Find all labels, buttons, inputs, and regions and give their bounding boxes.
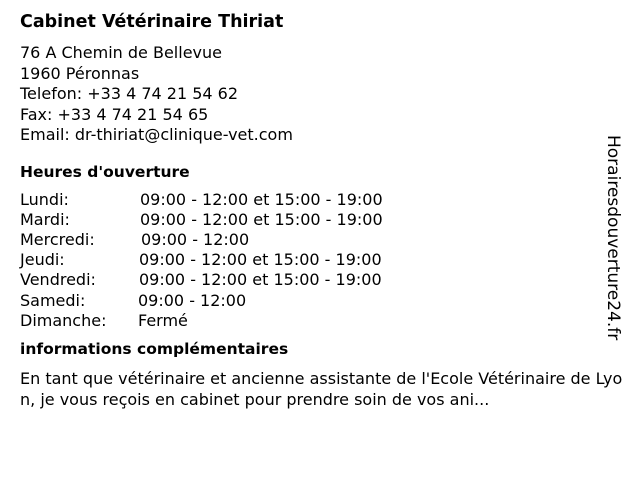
hours-row-friday xyxy=(20,270,620,290)
business-name: Cabinet Vétérinaire Thiriat xyxy=(20,12,284,32)
hours-row-saturday xyxy=(20,291,620,311)
time-value: 09:00 - 12:00 et 15:00 - 19:00 xyxy=(140,209,383,229)
hours-row-monday xyxy=(20,190,620,210)
hours-row-thursday xyxy=(20,250,620,270)
day-label: Jeudi: xyxy=(20,250,65,270)
address-street: 76 A Chemin de Bellevue xyxy=(20,43,222,62)
day-label: Lundi: xyxy=(20,189,69,209)
time-value: 09:00 - 12:00 xyxy=(138,290,247,310)
email-line: Email: dr-thiriat@clinique-vet.com xyxy=(20,125,293,144)
time-value: 09:00 - 12:00 et 15:00 - 19:00 xyxy=(139,270,382,290)
fax-line: Fax: +33 4 74 21 54 65 xyxy=(20,104,209,124)
additional-info-heading: informations complémentaires xyxy=(20,339,289,358)
phone-line: Telefon: +33 4 74 21 54 62 xyxy=(20,84,239,103)
time-value: 09:00 - 12:00 xyxy=(141,229,250,249)
opening-hours-table xyxy=(20,190,620,331)
day-label: Dimanche: xyxy=(20,310,107,330)
hours-row-tuesday xyxy=(20,210,620,230)
day-label: Mardi: xyxy=(20,209,70,229)
day-label: Vendredi: xyxy=(20,270,96,290)
additional-info-text: En tant que vétérinaire et ancienne assistante de l'Ecole Vétérinaire de Lyon, je vous reçois en cabinet pour prendre soin de vos ani... xyxy=(20,368,623,409)
opening-hours-heading: Heures d'ouverture xyxy=(20,162,190,181)
address-city: 1960 Péronnas xyxy=(20,63,140,83)
day-label: Samedi: xyxy=(20,290,86,310)
hours-row-sunday xyxy=(20,311,620,331)
day-label: Mercredi: xyxy=(20,229,95,249)
time-value: 09:00 - 12:00 et 15:00 - 19:00 xyxy=(139,250,382,270)
site-watermark: Horairesdouverture24.fr xyxy=(603,135,623,341)
business-card xyxy=(20,9,623,410)
time-value: 09:00 - 12:00 et 15:00 - 19:00 xyxy=(140,189,383,209)
time-value: Fermé xyxy=(138,310,188,330)
hours-row-wednesday xyxy=(20,230,620,250)
contact-block xyxy=(20,43,620,146)
